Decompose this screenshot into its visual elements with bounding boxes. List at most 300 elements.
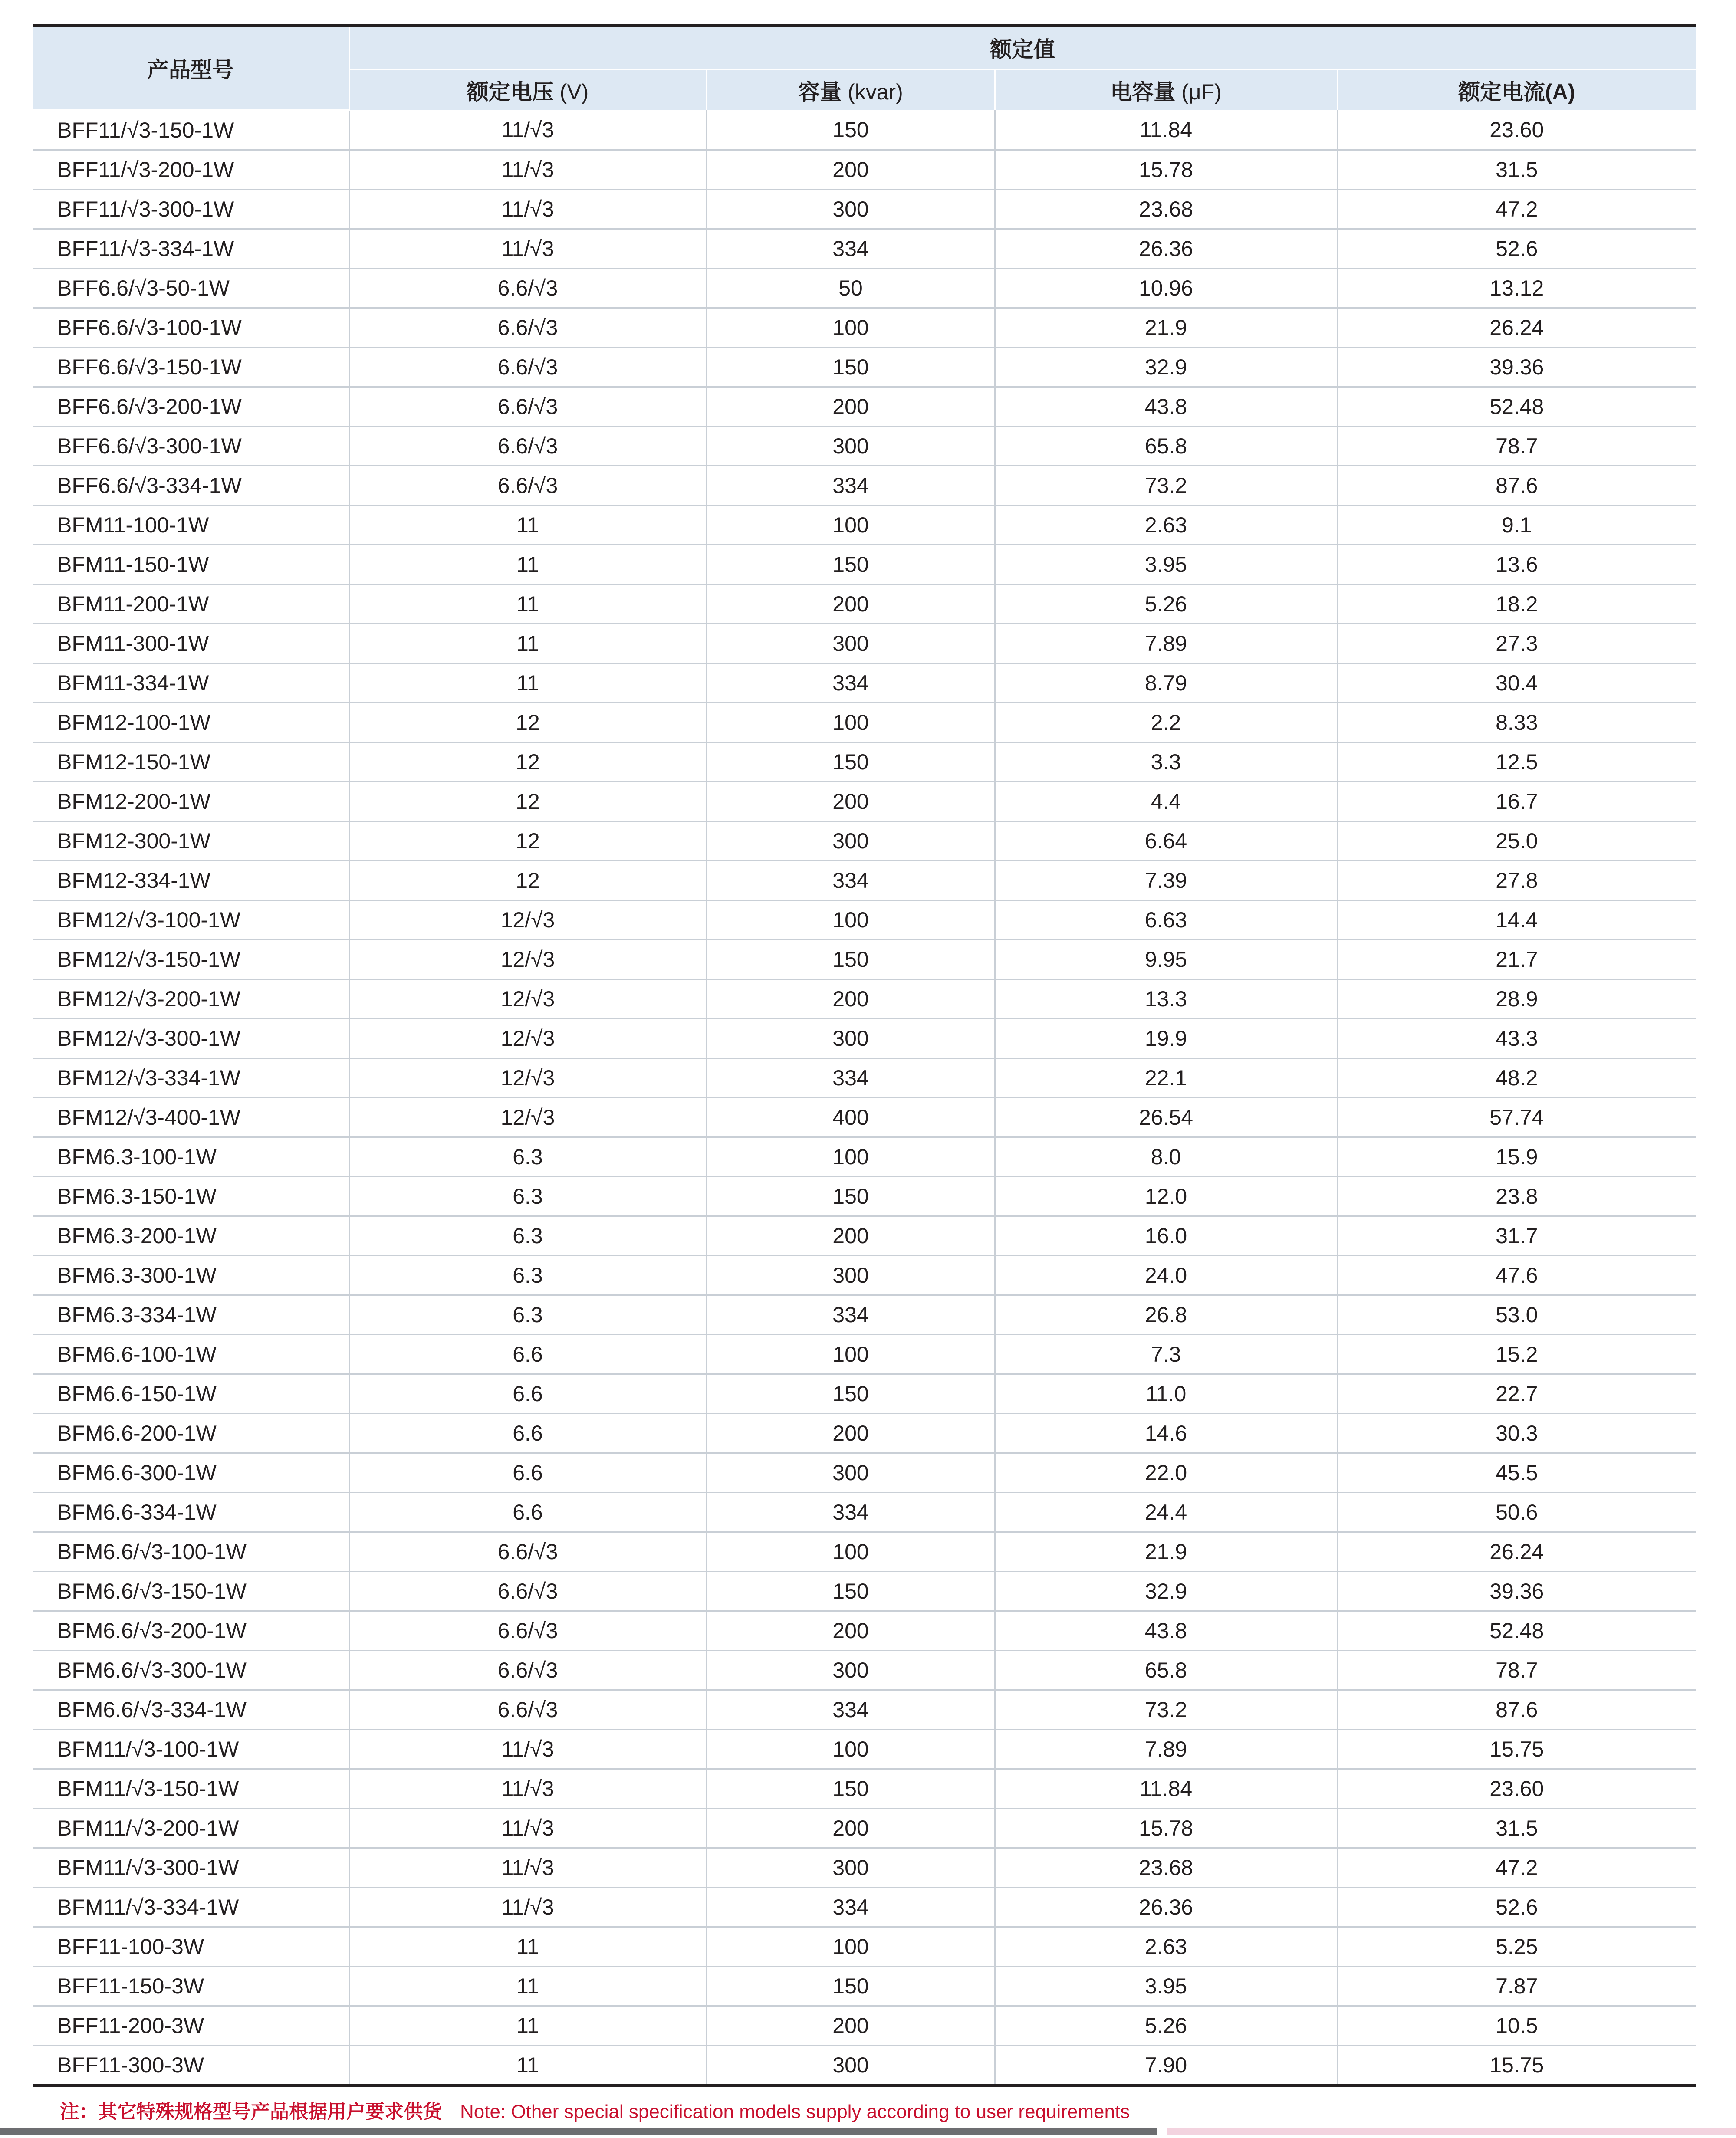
capacitance-cell: 26.36 [995,1888,1337,1927]
current-cell: 87.6 [1337,466,1696,506]
table-row [33,387,1696,427]
capacity-cell: 150 [707,110,995,150]
capacitance-label: 电容量 [1110,80,1176,104]
current-cell: 47.2 [1337,1848,1696,1888]
model-cell: BFF11/√3-334-1W [33,229,349,269]
spec-table [33,24,1696,2087]
voltage-cell: 6.6/√3 [349,1651,707,1690]
table-row [33,348,1696,387]
voltage-cell: 11 [349,1927,707,1967]
capacity-cell: 200 [707,1809,995,1848]
capacitance-cell: 15.78 [995,1809,1337,1848]
current-cell: 31.5 [1337,150,1696,190]
table-row [33,269,1696,308]
capacity-cell: 100 [707,506,995,545]
capacitance-cell: 5.26 [995,2006,1337,2046]
voltage-cell: 11 [349,663,707,703]
capacitance-cell: 7.89 [995,1730,1337,1769]
voltage-cell: 6.3 [349,1216,707,1256]
table-row [33,1572,1696,1611]
current-cell: 21.7 [1337,940,1696,979]
capacitance-cell: 26.8 [995,1295,1337,1335]
voltage-column-header [349,69,707,110]
model-cell: BFF6.6/√3-200-1W [33,387,349,427]
model-cell: BFF6.6/√3-50-1W [33,269,349,308]
current-cell: 9.1 [1337,506,1696,545]
capacitance-cell: 73.2 [995,1690,1337,1730]
capacity-column-header [707,69,995,110]
capacity-cell: 300 [707,427,995,466]
current-cell: 47.6 [1337,1256,1696,1295]
current-cell: 16.7 [1337,782,1696,821]
capacity-cell: 100 [707,1532,995,1572]
capacitance-cell: 14.6 [995,1414,1337,1453]
capacity-cell: 100 [707,1335,995,1374]
model-cell: BFM12-200-1W [33,782,349,821]
table-row [33,585,1696,624]
table-row [33,1019,1696,1058]
capacity-unit: (kvar) [848,80,903,104]
current-label: 额定电流(A) [1458,80,1575,104]
voltage-cell: 11/√3 [349,229,707,269]
voltage-cell: 12 [349,782,707,821]
capacitance-cell: 5.26 [995,585,1337,624]
capacity-cell: 100 [707,1137,995,1177]
capacitance-cell: 11.84 [995,1769,1337,1809]
model-cell: BFF11/√3-300-1W [33,190,349,229]
table-row [33,466,1696,506]
voltage-cell: 6.3 [349,1177,707,1216]
capacity-cell: 100 [707,1927,995,1967]
capacity-cell: 334 [707,1058,995,1098]
table-row [33,1256,1696,1295]
voltage-cell: 11 [349,2006,707,2046]
capacitance-cell: 3.95 [995,545,1337,585]
model-cell: BFF6.6/√3-334-1W [33,466,349,506]
capacitance-cell: 21.9 [995,1532,1337,1572]
table-row [33,900,1696,940]
voltage-cell: 11/√3 [349,110,707,150]
capacity-cell: 300 [707,1848,995,1888]
capacitance-unit: (μF) [1181,80,1222,104]
voltage-cell: 6.6 [349,1493,707,1532]
capacitance-cell: 8.0 [995,1137,1337,1177]
voltage-label: 额定电压 [467,80,554,104]
table-row [33,427,1696,466]
model-cell: BFM11-300-1W [33,624,349,663]
capacitance-cell: 7.89 [995,624,1337,663]
model-cell: BFM12-334-1W [33,861,349,900]
model-cell: BFM6.3-334-1W [33,1295,349,1335]
current-cell: 22.7 [1337,1374,1696,1414]
model-cell: BFM11/√3-300-1W [33,1848,349,1888]
current-cell: 53.0 [1337,1295,1696,1335]
current-cell: 47.2 [1337,190,1696,229]
table-row [33,1216,1696,1256]
rated-values-group-header: 额定值 [349,26,1696,69]
capacity-cell: 100 [707,308,995,348]
capacity-cell: 200 [707,1611,995,1651]
capacity-cell: 200 [707,150,995,190]
model-cell: BFM12/√3-400-1W [33,1098,349,1137]
voltage-cell: 6.6 [349,1453,707,1493]
capacitance-cell: 19.9 [995,1019,1337,1058]
current-cell: 13.12 [1337,269,1696,308]
model-cell: BFF11-100-3W [33,1927,349,1967]
model-cell: BFM11/√3-200-1W [33,1809,349,1848]
voltage-cell: 12 [349,821,707,861]
model-cell: BFM6.3-150-1W [33,1177,349,1216]
capacity-cell: 300 [707,190,995,229]
current-cell: 15.75 [1337,1730,1696,1769]
model-cell: BFF11/√3-150-1W [33,110,349,150]
current-cell: 7.87 [1337,1967,1696,2006]
current-cell: 13.6 [1337,545,1696,585]
model-cell: BFM6.6/√3-200-1W [33,1611,349,1651]
footnote [60,2096,1130,2124]
capacity-cell: 300 [707,1019,995,1058]
bottom-bar-dark [0,2128,1157,2135]
model-cell: BFF6.6/√3-300-1W [33,427,349,466]
capacity-cell: 334 [707,663,995,703]
table-row [33,742,1696,782]
capacitance-cell: 23.68 [995,190,1337,229]
table-row [33,1414,1696,1453]
capacity-cell: 150 [707,348,995,387]
table-row [33,1730,1696,1769]
current-cell: 52.48 [1337,1611,1696,1651]
voltage-cell: 12/√3 [349,1058,707,1098]
table-row [33,703,1696,742]
capacity-cell: 150 [707,1967,995,2006]
model-cell: BFF6.6/√3-100-1W [33,308,349,348]
table-row [33,861,1696,900]
voltage-cell: 6.6 [349,1414,707,1453]
current-cell: 78.7 [1337,427,1696,466]
voltage-cell: 11 [349,545,707,585]
capacity-cell: 334 [707,1295,995,1335]
capacity-cell: 200 [707,1216,995,1256]
current-cell: 52.6 [1337,1888,1696,1927]
table-row [33,979,1696,1019]
voltage-cell: 12 [349,742,707,782]
model-cell: BFM12-100-1W [33,703,349,742]
current-cell: 45.5 [1337,1453,1696,1493]
current-cell: 26.24 [1337,308,1696,348]
current-cell: 23.60 [1337,110,1696,150]
table-body [33,110,1696,2085]
current-cell: 26.24 [1337,1532,1696,1572]
capacity-cell: 334 [707,1888,995,1927]
capacity-cell: 200 [707,979,995,1019]
capacity-cell: 300 [707,1651,995,1690]
model-cell: BFM6.3-300-1W [33,1256,349,1295]
table-row [33,1611,1696,1651]
capacitance-cell: 65.8 [995,427,1337,466]
model-cell: BFM11-150-1W [33,545,349,585]
voltage-cell: 6.3 [349,1137,707,1177]
model-cell: BFM6.3-200-1W [33,1216,349,1256]
table-row [33,2046,1696,2086]
voltage-cell: 11 [349,506,707,545]
model-cell: BFM6.3-100-1W [33,1137,349,1177]
current-cell: 31.5 [1337,1809,1696,1848]
capacity-cell: 100 [707,1730,995,1769]
current-cell: 28.9 [1337,979,1696,1019]
current-cell: 30.3 [1337,1414,1696,1453]
current-cell: 39.36 [1337,1572,1696,1611]
current-cell: 52.48 [1337,387,1696,427]
current-cell: 78.7 [1337,1651,1696,1690]
voltage-cell: 6.6/√3 [349,1611,707,1651]
current-cell: 27.3 [1337,624,1696,663]
capacitance-cell: 73.2 [995,466,1337,506]
current-cell: 50.6 [1337,1493,1696,1532]
model-cell: BFM6.6-200-1W [33,1414,349,1453]
voltage-cell: 12/√3 [349,1019,707,1058]
table-header [33,26,1696,110]
capacitance-cell: 32.9 [995,348,1337,387]
capacity-cell: 200 [707,1414,995,1453]
table-row [33,663,1696,703]
model-cell: BFM6.6-100-1W [33,1335,349,1374]
capacitance-column-header [995,69,1337,110]
table-row [33,1848,1696,1888]
capacitance-cell: 6.64 [995,821,1337,861]
model-cell: BFM12-150-1W [33,742,349,782]
model-cell: BFM11/√3-100-1W [33,1730,349,1769]
current-cell: 15.75 [1337,2046,1696,2086]
capacitance-cell: 11.84 [995,110,1337,150]
capacity-cell: 334 [707,1493,995,1532]
capacity-cell: 50 [707,269,995,308]
capacity-cell: 300 [707,2046,995,2086]
current-cell: 27.8 [1337,861,1696,900]
current-cell: 57.74 [1337,1098,1696,1137]
current-cell: 87.6 [1337,1690,1696,1730]
voltage-cell: 11 [349,1967,707,2006]
model-cell: BFM6.6/√3-334-1W [33,1690,349,1730]
voltage-cell: 11 [349,585,707,624]
footnote-english: Note: Other special specification models supply according to user requirements [460,2101,1130,2122]
current-cell: 23.8 [1337,1177,1696,1216]
model-cell: BFM12/√3-200-1W [33,979,349,1019]
table-row [33,1295,1696,1335]
voltage-cell: 6.6/√3 [349,269,707,308]
table-row [33,1058,1696,1098]
table-row [33,506,1696,545]
table-row [33,821,1696,861]
capacitance-cell: 6.63 [995,900,1337,940]
capacity-cell: 334 [707,861,995,900]
voltage-cell: 12/√3 [349,900,707,940]
current-cell: 52.6 [1337,229,1696,269]
table-row [33,1809,1696,1848]
table-row [33,1927,1696,1967]
capacitance-cell: 21.9 [995,308,1337,348]
capacitance-cell: 9.95 [995,940,1337,979]
voltage-cell: 12/√3 [349,1098,707,1137]
footnote-chinese: 注：其它特殊规格型号产品根据用户要求供货 [60,2101,442,2122]
model-cell: BFM6.6/√3-100-1W [33,1532,349,1572]
voltage-cell: 6.6/√3 [349,1690,707,1730]
capacitance-cell: 13.3 [995,979,1337,1019]
voltage-cell: 12/√3 [349,940,707,979]
voltage-cell: 6.6/√3 [349,466,707,506]
model-cell: BFF6.6/√3-150-1W [33,348,349,387]
current-cell: 48.2 [1337,1058,1696,1098]
model-cell: BFF11/√3-200-1W [33,150,349,190]
capacity-cell: 100 [707,703,995,742]
capacity-cell: 150 [707,940,995,979]
current-cell: 30.4 [1337,663,1696,703]
table-row [33,1493,1696,1532]
current-cell: 23.60 [1337,1769,1696,1809]
voltage-cell: 6.6/√3 [349,1572,707,1611]
model-cell: BFM12/√3-150-1W [33,940,349,979]
model-cell: BFM12/√3-300-1W [33,1019,349,1058]
model-cell: BFM12-300-1W [33,821,349,861]
current-cell: 15.9 [1337,1137,1696,1177]
current-cell: 39.36 [1337,348,1696,387]
capacitance-cell: 65.8 [995,1651,1337,1690]
table-row [33,1177,1696,1216]
capacitance-cell: 11.0 [995,1374,1337,1414]
capacity-cell: 400 [707,1098,995,1137]
capacitance-cell: 4.4 [995,782,1337,821]
table-row [33,2006,1696,2046]
capacitance-cell: 24.4 [995,1493,1337,1532]
capacitance-cell: 7.3 [995,1335,1337,1374]
capacity-cell: 334 [707,466,995,506]
capacitance-cell: 7.90 [995,2046,1337,2086]
voltage-cell: 11/√3 [349,1809,707,1848]
capacitance-cell: 2.2 [995,703,1337,742]
model-cell: BFM6.6-150-1W [33,1374,349,1414]
voltage-cell: 6.6 [349,1335,707,1374]
voltage-cell: 11/√3 [349,1888,707,1927]
capacitance-cell: 16.0 [995,1216,1337,1256]
table-row [33,1690,1696,1730]
capacitance-cell: 2.63 [995,1927,1337,1967]
capacitance-cell: 8.79 [995,663,1337,703]
capacity-cell: 300 [707,1453,995,1493]
current-cell: 43.3 [1337,1019,1696,1058]
table-row [33,1532,1696,1572]
current-cell: 14.4 [1337,900,1696,940]
model-cell: BFM11-100-1W [33,506,349,545]
capacity-cell: 334 [707,1690,995,1730]
capacitance-cell: 2.63 [995,506,1337,545]
capacity-cell: 150 [707,742,995,782]
model-cell: BFM12/√3-100-1W [33,900,349,940]
model-column-header: 产品型号 [33,26,349,110]
current-column-header [1337,69,1696,110]
table-row [33,1335,1696,1374]
model-cell: BFM11/√3-150-1W [33,1769,349,1809]
model-cell: BFM11/√3-334-1W [33,1888,349,1927]
capacity-cell: 200 [707,585,995,624]
voltage-cell: 12 [349,703,707,742]
model-cell: BFM6.6-334-1W [33,1493,349,1532]
voltage-cell: 12 [349,861,707,900]
capacitance-cell: 43.8 [995,387,1337,427]
voltage-cell: 6.6/√3 [349,308,707,348]
capacitance-cell: 22.1 [995,1058,1337,1098]
table-row [33,308,1696,348]
voltage-cell: 11/√3 [349,1730,707,1769]
table-row [33,1888,1696,1927]
table-row [33,110,1696,150]
voltage-cell: 11/√3 [349,1848,707,1888]
model-cell: BFF11-200-3W [33,2006,349,2046]
voltage-cell: 11 [349,624,707,663]
capacity-cell: 300 [707,624,995,663]
voltage-unit: (V) [559,80,589,104]
current-cell: 31.7 [1337,1216,1696,1256]
voltage-cell: 6.6/√3 [349,427,707,466]
voltage-cell: 11 [349,2046,707,2086]
capacitance-cell: 7.39 [995,861,1337,900]
capacity-cell: 150 [707,1572,995,1611]
voltage-cell: 11/√3 [349,190,707,229]
capacity-cell: 150 [707,1177,995,1216]
capacitance-cell: 26.54 [995,1098,1337,1137]
table-row [33,624,1696,663]
capacity-cell: 150 [707,1374,995,1414]
capacitance-cell: 3.95 [995,1967,1337,2006]
current-cell: 15.2 [1337,1335,1696,1374]
capacitance-cell: 12.0 [995,1177,1337,1216]
capacity-cell: 150 [707,1769,995,1809]
capacity-cell: 150 [707,545,995,585]
model-cell: BFM12/√3-334-1W [33,1058,349,1098]
table-row [33,940,1696,979]
table-row [33,1651,1696,1690]
capacitance-cell: 24.0 [995,1256,1337,1295]
capacity-cell: 200 [707,782,995,821]
capacity-cell: 300 [707,821,995,861]
voltage-cell: 6.6/√3 [349,387,707,427]
voltage-cell: 6.6 [349,1374,707,1414]
table-row [33,1098,1696,1137]
model-cell: BFM6.6-300-1W [33,1453,349,1493]
table-row [33,1967,1696,2006]
capacity-label: 容量 [798,80,842,104]
voltage-cell: 11/√3 [349,1769,707,1809]
current-cell: 10.5 [1337,2006,1696,2046]
table-row [33,190,1696,229]
bottom-bar-pink [1167,2128,1736,2135]
table-row [33,782,1696,821]
current-cell: 18.2 [1337,585,1696,624]
capacitance-cell: 26.36 [995,229,1337,269]
table-row [33,1453,1696,1493]
capacitance-cell: 15.78 [995,150,1337,190]
table-row [33,1769,1696,1809]
capacitance-cell: 10.96 [995,269,1337,308]
current-cell: 12.5 [1337,742,1696,782]
model-cell: BFM11-200-1W [33,585,349,624]
voltage-cell: 11/√3 [349,150,707,190]
capacity-cell: 334 [707,229,995,269]
voltage-cell: 6.3 [349,1256,707,1295]
table-row [33,1137,1696,1177]
model-cell: BFM6.6/√3-300-1W [33,1651,349,1690]
model-cell: BFM11-334-1W [33,663,349,703]
current-cell: 8.33 [1337,703,1696,742]
capacity-cell: 200 [707,387,995,427]
